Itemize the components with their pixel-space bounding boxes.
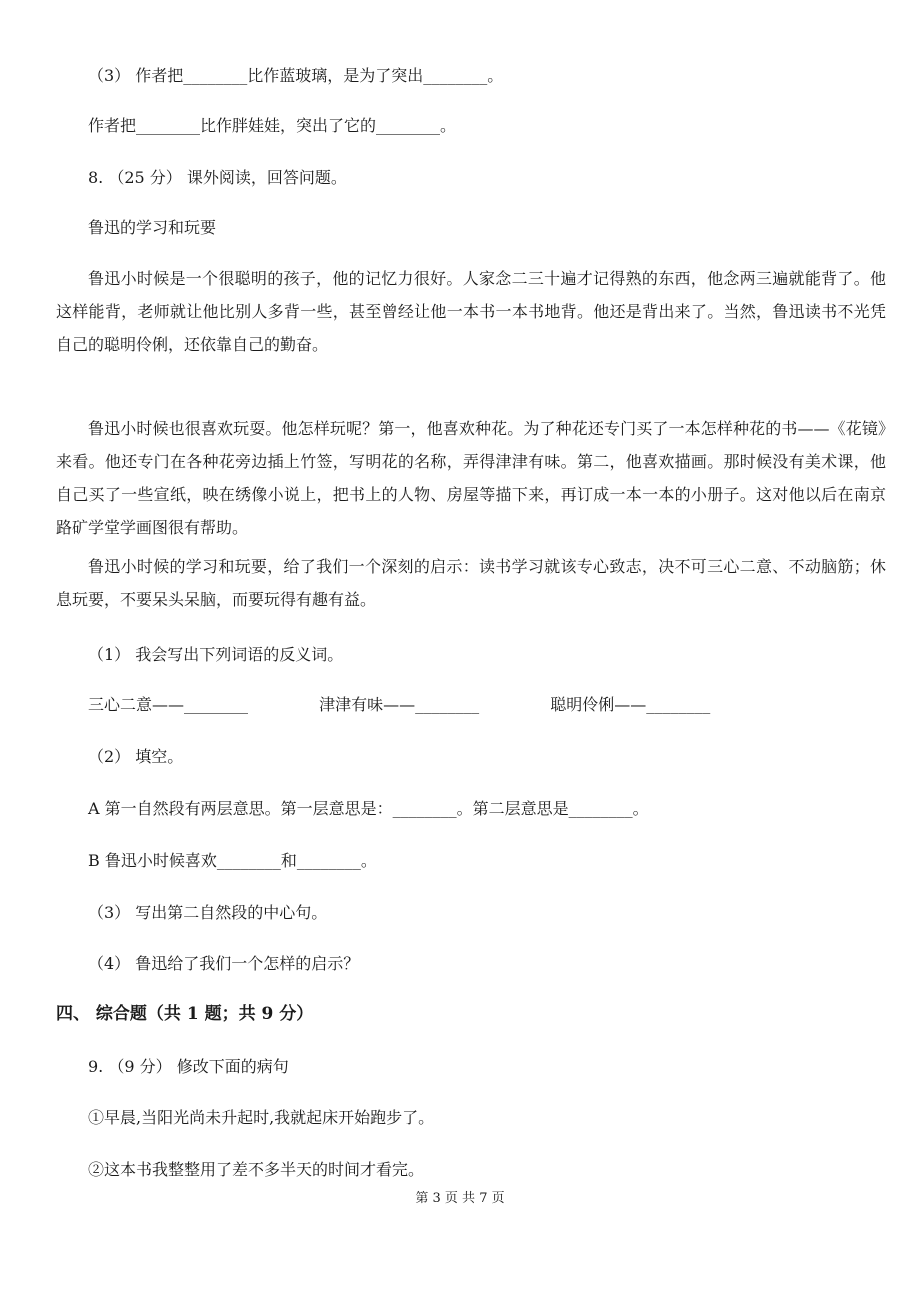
- antonym-row: [88, 695, 710, 715]
- q8-sub2-a: A 第一自然段有两层意思。第一层意思是：________。第二层意思是________。: [88, 799, 649, 818]
- q9-sentence-1: ①早晨,当阳光尚未升起时,我就起床开始跑步了。: [88, 1108, 435, 1127]
- q7-sub3-line1: （3） 作者把________比作蓝玻璃，是为了突出________。: [88, 66, 504, 85]
- q8-sub1-title: （1） 我会写出下列词语的反义词。: [88, 645, 344, 664]
- q8-sub3-title: （3） 写出第二自然段的中心句。: [88, 903, 328, 922]
- passage-paragraph-3: 鲁迅小时候的学习和玩要，给了我们一个深刻的启示：读书学习就该专心致志，决不可三心二意、不动脑筋；休息玩要，不要呆头呆脑，而要玩得有趣有益。: [56, 557, 886, 609]
- page-footer: 第 3 页 共 7 页: [415, 1191, 505, 1206]
- passage-paragraph-2: 鲁迅小时候也很喜欢玩耍。他怎样玩呢？第一，他喜欢种花。为了种花还专门买了一本怎样种花的书——《花镜》来看。他还专门在各种花旁边插上竹签，写明花的名称，弄得津津有味。第二，他喜欢描画。那时候没有美术课，他自己买了一些宣纸，映在绣像小说上，把书上的人物、房屋等描下来，再订成一本一本的小册子。这对他以后在南京路矿学堂学画图很有帮助。: [56, 419, 886, 537]
- q8-sub2-title: （2） 填空。: [88, 747, 184, 766]
- antonym-item: 聪明伶俐——________: [550, 695, 711, 714]
- q8-sub4-title: （4） 鲁迅给了我们一个怎样的启示？: [88, 954, 360, 973]
- q9-sentence-2: ②这本书我整整用了差不多半天的时间才看完。: [88, 1160, 425, 1179]
- passage-paragraph-1: 鲁迅小时候是一个很聪明的孩子，他的记忆力很好。人家念二三十遍才记得熟的东西，他念两三遍就能背了。他这样能背，老师就让他比别人多背一些，甚至曾经让他一本书一本书地背。他还是背出来了。当然，鲁迅读书不光凭自己的聪明伶俐，还依靠自己的勤奋。: [56, 269, 886, 354]
- q7-sub3-line2: 作者把________比作胖娃娃，突出了它的________。: [88, 116, 457, 135]
- q9-header: 9. （9 分） 修改下面的病句: [88, 1057, 289, 1076]
- passage-title: 鲁迅的学习和玩要: [88, 218, 217, 237]
- antonym-item: 三心二意——________: [88, 695, 249, 714]
- antonym-item: 津津有味——________: [319, 695, 480, 714]
- section-title: 四、 综合题（共 1 题；共 9 分）: [56, 1004, 314, 1024]
- q8-header: 8. （25 分） 课外阅读，回答问题。: [88, 168, 347, 187]
- q8-sub2-b: B 鲁迅小时候喜欢________和________。: [88, 851, 377, 870]
